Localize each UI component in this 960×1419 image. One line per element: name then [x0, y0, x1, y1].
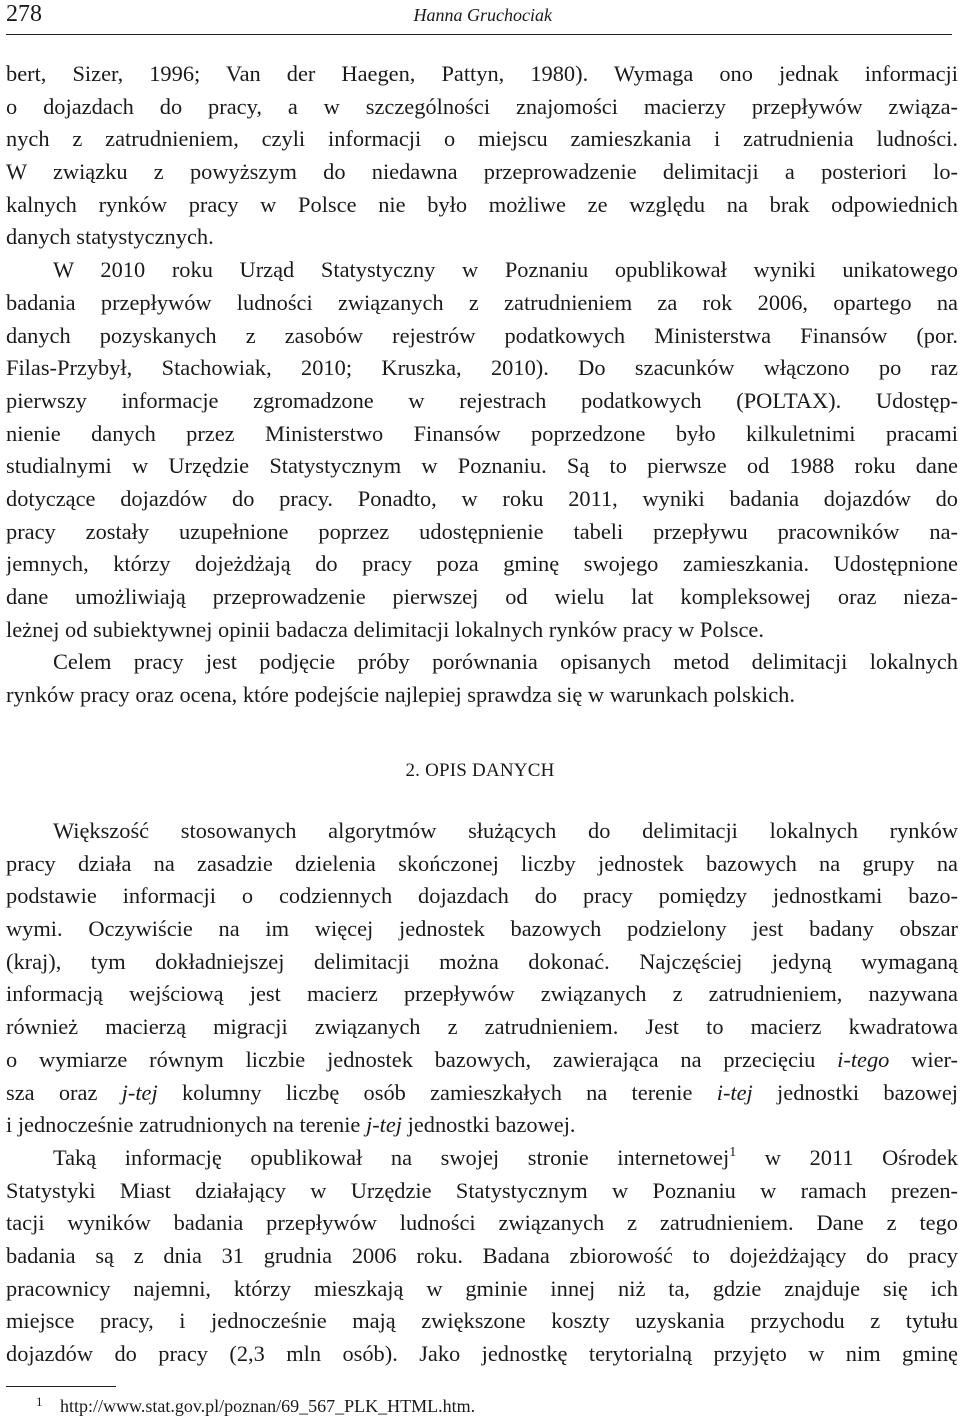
text-line: o dojazdach do pracy, a w szczególności znajomości macierzy przepływów związa- — [6, 93, 958, 119]
text-line — [6, 1142, 958, 1175]
text-line: nienie danych przez Ministerstwo Finansów poprzedzone było kilkuletnimi pracami — [6, 420, 958, 446]
page-number: 278 — [6, 1, 42, 27]
text-line: badania są z dnia 31 grudnia 2006 roku. Badana zbiorowość to dojeżdżający do pracy — [6, 1242, 958, 1268]
text-line: jemnych, którzy dojeżdżają do pracy poza gminę swojego zamieszkania. Udostępnione — [6, 551, 958, 577]
text-line: danych statystycznych. — [6, 224, 214, 250]
text-line: Większość stosowanych algorytmów służących do delimitacji lokalnych rynków — [53, 818, 958, 843]
text-run: sza oraz — [6, 1079, 122, 1105]
footnote-reference: 1 — [729, 1144, 737, 1160]
text-run: o wymiarze równym liczbie jednostek bazowych, zawierająca na przecięciu — [6, 1046, 838, 1072]
text-line — [6, 1109, 958, 1142]
text-run: w 2011 Ośrodek — [736, 1144, 958, 1170]
italic-term: j-tej — [121, 1079, 158, 1105]
italic-term: i-tego — [837, 1046, 890, 1072]
text-line: rynków pracy oraz ocena, które podejście najlepiej sprawdza się w warunkach polskich. — [6, 682, 795, 708]
text-line: wymi. Oczywiście na im więcej jednostek bazowych podzielony jest badany obszar — [6, 916, 958, 942]
text-run: wier- — [889, 1046, 958, 1072]
text-run: jednostki bazowej — [752, 1079, 958, 1105]
text-line: studialnymi w Urzędzie Statystycznym w Poznaniu. Są to pierwsze od 1988 roku dane — [6, 453, 958, 479]
text-line: W 2010 roku Urząd Statystyczny w Poznaniu opublikował wyniki unikatowego — [53, 257, 958, 283]
italic-term: j-tej — [365, 1112, 403, 1138]
page-header — [6, 0, 952, 35]
text-line: Celem pracy jest podjęcie próby porównania opisanych metod delimitacji lokalnych — [53, 649, 958, 675]
text-line: podstawie informacji o codziennych dojazdach do pracy pomiędzy jednostkami bazo- — [6, 883, 958, 909]
text-line: bert, Sizer, 1996; Van der Haegen, Pattyn, 1980). Wymaga ono jednak informacji — [6, 61, 958, 86]
text-line: leżnej od subiektywnej opinii badacza delimitacji lokalnych rynków pracy w Polsce. — [6, 616, 764, 642]
text-run: Taką informację opublikował na swojej stronie internetowej — [53, 1144, 730, 1170]
text-run: kolumny liczbę osób zamieszkałych na terenie — [157, 1079, 717, 1105]
body-block-data — [6, 815, 958, 1371]
footnote-url[interactable]: http://www.stat.gov.pl/poznan/69_567_PLK_HTML.htm. — [60, 1396, 476, 1416]
text-line: dotyczące dojazdów do pracy. Ponadto, w roku 2011, wyniki badania dojazdów do — [6, 485, 958, 511]
text-line: tacji wyników badania przepływów ludności związanych z zatrudnieniem. Dane z tego — [6, 1210, 958, 1236]
text-run: i jednocześnie zatrudnionych na terenie — [6, 1112, 366, 1138]
text-line: nych z zatrudnieniem, czyli informacji o miejscu zamieszkania i zatrudnienia ludności. — [6, 126, 958, 152]
text-line: Filas-Przybył, Stachowiak, 2010; Kruszka, 2010). Do szacunków włączono po raz — [6, 355, 958, 381]
footnote-divider — [6, 1386, 116, 1387]
text-line: pracy zostały uzupełnione poprzez udostępnienie tabeli przepływu pracowników na- — [6, 518, 958, 544]
text-line: (kraj), tym dokładniejszej delimitacji można dokonać. Najczęściej jedyną wymaganą — [6, 948, 958, 974]
text-line: badania przepływów ludności związanych z zatrudnieniem za rok 2006, opartego na — [6, 289, 958, 315]
text-line: pracownicy najemni, którzy mieszkają w gminie innej niż ta, gdzie znajduje się ich — [6, 1275, 958, 1301]
text-line: danych pozyskanych z zasobów rejestrów podatkowych Ministerstwa Finansów (por. — [6, 322, 958, 348]
text-line — [6, 1044, 958, 1077]
footnote-mark: 1 — [36, 1394, 43, 1409]
text-line — [6, 1077, 958, 1110]
text-line: również macierzą migracji związanych z zatrudnieniem. Jest to macierz kwadratowa — [6, 1014, 958, 1040]
text-line: kalnych rynków pracy w Polsce nie było możliwe ze względu na brak odpowiednich — [6, 191, 958, 217]
text-line: dane umożliwiają przeprowadzenie pierwszej od wielu lat kompleksowej oraz nieza- — [6, 584, 958, 609]
footnote — [6, 1390, 475, 1418]
text-line: pierwszy informacje zgromadzone w rejestrach podatkowych (POLTAX). Udostęp- — [6, 387, 958, 413]
text-line: miejsce pracy, i jednocześnie mają zwiększone koszty uzyskania przychodu z tytułu — [6, 1308, 958, 1334]
italic-term: i-tej — [716, 1079, 753, 1105]
body-block-intro — [6, 58, 958, 712]
text-line: Statystyki Miast działający w Urzędzie Statystycznym w Poznaniu w ramach prezen- — [6, 1177, 958, 1203]
text-line: W związku z powyższym do niedawna przeprowadzenie delimitacji a posteriori lo- — [6, 159, 958, 185]
running-head-author: Hanna Gruchociak — [413, 5, 552, 25]
text-line: pracy działa na zasadzie dzielenia skończonej liczby jednostek bazowych na grupy na — [6, 850, 958, 876]
text-run: jednostki bazowej. — [402, 1112, 576, 1138]
text-line: dojazdów do pracy (2,3 mln osób). Jako jednostkę terytorialną przyjęto w nim gminę — [6, 1341, 958, 1366]
section-heading: 2. OPIS DANYCH — [405, 760, 555, 781]
text-line: informacją wejściową jest macierz przepływów związanych z zatrudnieniem, nazywana — [6, 981, 958, 1007]
